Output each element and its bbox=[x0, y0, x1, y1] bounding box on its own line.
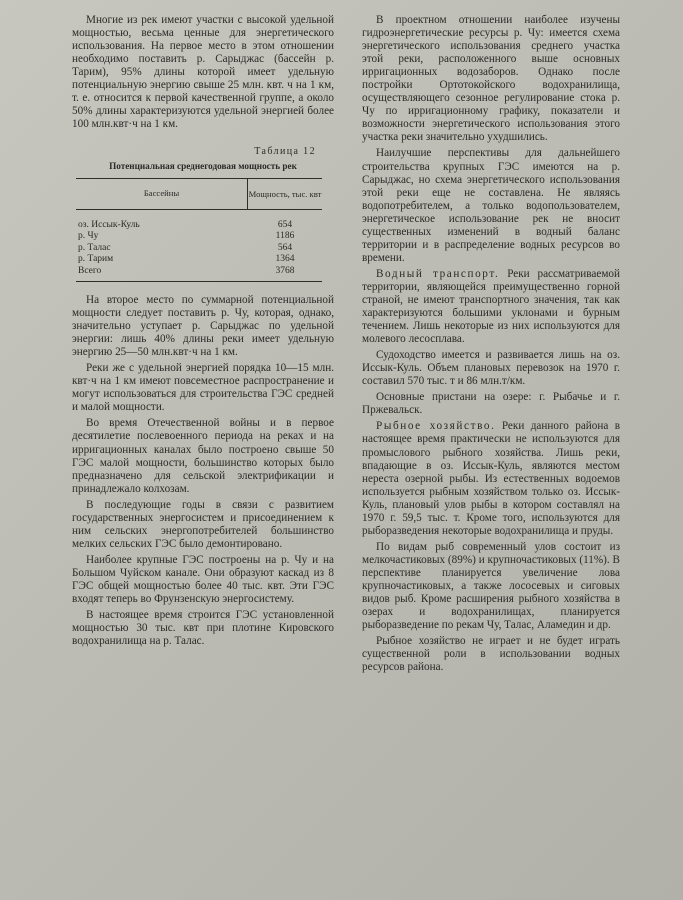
table-header-power: Мощность, тыс. квт bbox=[248, 188, 322, 199]
table-header bbox=[76, 179, 322, 210]
paragraph: На второе место по суммарной потенциальной мощности следует поставить р. Чу, которая, однако, значительно уступает р. Сарыджас по удельной энергии: лишь 40% длины реки имеет удельную энергию 25—50 млн.квт·ч на 1 км. bbox=[72, 294, 334, 359]
paragraph: В последующие годы в связи с развитием государственных энергосистем и присоединением к ним сельских энергопотребителей большинство мелких сельских ГЭС было демонтировано. bbox=[72, 498, 334, 550]
table-caption: Таблица 12 bbox=[254, 146, 316, 158]
table-cell-power: 3768 bbox=[275, 265, 295, 276]
table-row bbox=[76, 243, 322, 255]
paragraph-fishery bbox=[362, 420, 620, 537]
table-title: Потенциальная среднегодовая мощность рек bbox=[109, 161, 297, 172]
paragraph: По видам рыб современный улов состоит из мелкочастиковых (89%) и крупночастиковых (11%). В перспективе планируется увеличение лова крупночастиковых, а также лососевых и сиговых видов рыб. Кроме расширения рыбного хозяйства в озерах и водохранилищах, планируется рыборазведение по рекам Чу, Талас, Аламедин и др. bbox=[362, 540, 620, 632]
paragraph: Основные пристани на озере: г. Рыбачье и г. Пржевальск. bbox=[362, 391, 620, 417]
table-body bbox=[76, 210, 322, 282]
paragraph-text: Реки данного района в настоящее время практически не используются для промыслового рыбного хозяйства. Лишь реки, впадающие в оз. Иссык-Куль, являются местом нереста озерной рыбы. Из естественных водоемов используется рыбным хозяйством только оз. Иссык-Куль, плановый улов рыбы в котором составлял на 1970 г. 59,5 тыс. т. Кроме того, используются для рыборазведения некоторые водохранилища и пруды. bbox=[362, 420, 620, 537]
table-cell-power: 1186 bbox=[275, 231, 295, 242]
paragraph: Рыбное хозяйство не играет и не будет играть существенной роли в использовании водных ресурсов района. bbox=[362, 635, 620, 674]
table-cell-power: 564 bbox=[277, 242, 293, 253]
paragraph-water-transport bbox=[362, 268, 620, 346]
table-cell-power: 1364 bbox=[275, 254, 295, 265]
power-table bbox=[76, 178, 322, 283]
paragraph: Реки же с удельной энергией порядка 10—15 млн. квт·ч на 1 км имеют повсеместное распространение и могут использоваться для строительства ГЭС средней и малой мощности. bbox=[72, 362, 334, 414]
table-cell-basin: р. Чу bbox=[78, 231, 99, 242]
table-cell-power: 654 bbox=[277, 219, 293, 230]
paragraph: Во время Отечественной войны и в первое десятилетие послевоенного периода на реках и на ирригационных каналах было построено свыше 50 ГЭС малой мощности, большинство которых было предназначено для сельской электрификации и принадлежало колхозам. bbox=[72, 417, 334, 495]
right-column bbox=[362, 14, 620, 674]
section-heading: Водный транспорт. bbox=[376, 267, 500, 280]
paragraph: Судоходство имеется и развивается лишь на оз. Иссык-Куль. Объем плановых перевозок на 1970 г. составил 570 тыс. т и 86 млн.т/км. bbox=[362, 349, 620, 388]
paragraph: В настоящее время строится ГЭС установленной мощностью 30 тыс. квт при плотине Кировского водохранилища на р. Талас. bbox=[72, 609, 334, 648]
paragraph: В проектном отношении наиболее изучены гидроэнергетические ресурсы р. Чу: имеется схема энергетического использования среднего участка этой реки, расположенного выше основных ирригационных водозаборов. Однако после постройки Ортотокойского водохранилища, осуществляющего сезонное регулирование стока р. Чу по ирригационному графику, показатели и возможности энергетического использования этого участка реки значительно ухудшились. bbox=[362, 14, 620, 144]
paragraph: Наилучшие перспективы для дальнейшего строительства крупных ГЭС имеются на р. Сарыджас, но схема энергетического использования этой реки еще не составлена. Не являясь водопотребителем, а только водопользователем, энергетическое использование рек не вносит существенных изменений в водный баланс территории и в распределение водных ресурсов во времени. bbox=[362, 147, 620, 264]
section-heading: Рыбное хозяйство. bbox=[376, 420, 496, 433]
table-header-basins: Бассейны bbox=[76, 179, 248, 209]
table-block bbox=[72, 145, 334, 282]
table-cell-basin: р. Тарим bbox=[78, 254, 114, 265]
left-column bbox=[72, 14, 334, 648]
table-cell-basin: Всего bbox=[78, 265, 102, 276]
text-after-table bbox=[72, 294, 334, 648]
paragraph-text: Реки рассматриваемой территории, являющейся преимущественно горной страной, не имеют транспортного значения, так как характеризуются большими уклонами и бурным течением. Лишь некоторые из них используются для молевого лесосплава. bbox=[362, 267, 621, 346]
table-row bbox=[76, 220, 322, 232]
table-cell-basin: оз. Иссык-Куль bbox=[78, 219, 140, 230]
table-row bbox=[76, 231, 322, 243]
table-row bbox=[76, 254, 322, 266]
table-cell-basin: р. Талас bbox=[78, 242, 111, 253]
paragraph: Многие из рек имеют участки с высокой удельной мощностью, весьма ценные для энергетического использования. На первое место в этом отношении необходимо поставить р. Сарыджас (бассейн р. Тарим), 95% длины которой имеет удельную потенциальную энергию свыше 25 млн. квт. ч на 1 км, т. е. относится к первой качественной группе, а около 50% длины характеризуются удельной энергией более 100 млн.квт·ч на 1 км. bbox=[72, 14, 334, 131]
paragraph: Наиболее крупные ГЭС построены на р. Чу и на Большом Чуйском канале. Они образуют каскад из 8 ГЭС общей мощностью более 40 тыс. квт. Эти ГЭС входят теперь во Фрунзенскую энергосистему. bbox=[72, 553, 334, 606]
table-row-total bbox=[76, 266, 322, 278]
